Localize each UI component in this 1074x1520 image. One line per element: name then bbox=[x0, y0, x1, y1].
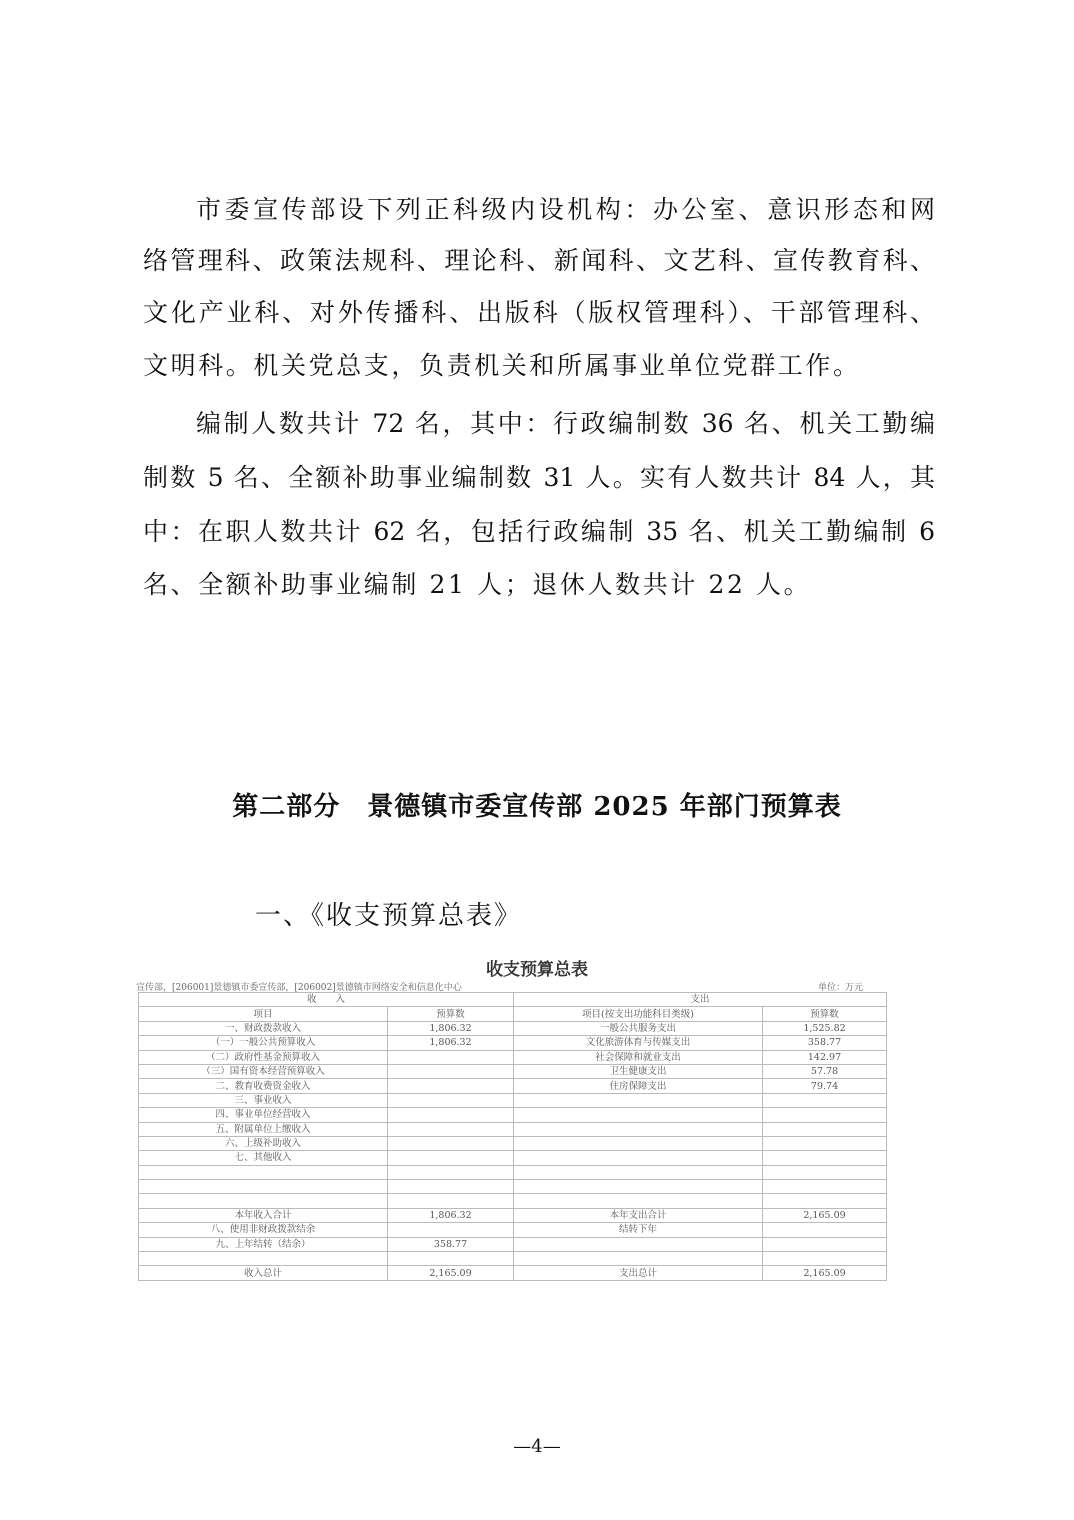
table-row bbox=[139, 1223, 887, 1237]
table-row bbox=[139, 1122, 887, 1136]
table-cell bbox=[763, 1194, 887, 1208]
table-cell: 本年收入合计 bbox=[139, 1208, 388, 1222]
table-row bbox=[139, 1180, 887, 1194]
table-cell bbox=[514, 1180, 763, 1194]
section-title: 第二部分 景德镇市委宣传部 2025 年部门预算表 bbox=[232, 792, 842, 822]
table-cell: 住房保障支出 bbox=[514, 1079, 763, 1093]
column-header: 预算数 bbox=[763, 1007, 887, 1021]
table-unit: 单位：万元 bbox=[818, 983, 864, 993]
table-cell: 358.77 bbox=[388, 1237, 514, 1251]
table-cell bbox=[388, 1252, 514, 1266]
table-cell bbox=[763, 1108, 887, 1122]
table-row bbox=[139, 1064, 887, 1078]
table-cell: 卫生健康支出 bbox=[514, 1064, 763, 1078]
table-row bbox=[139, 1079, 887, 1093]
table-cell: 2,165.09 bbox=[763, 1208, 887, 1222]
table-cell: 1,806.32 bbox=[388, 1021, 514, 1035]
table-cell bbox=[763, 1093, 887, 1107]
table-cell: 九、上年结转（结余） bbox=[139, 1237, 388, 1251]
table-cell: 1,806.32 bbox=[388, 1208, 514, 1222]
table-row bbox=[139, 1194, 887, 1208]
expense-header: 支出 bbox=[514, 993, 887, 1007]
table-row bbox=[139, 1108, 887, 1122]
table-cell: 六、上级补助收入 bbox=[139, 1136, 388, 1150]
table-cell bbox=[388, 1064, 514, 1078]
table-cell bbox=[139, 1180, 388, 1194]
table-cell: 社会保障和就业支出 bbox=[514, 1050, 763, 1064]
table-cell bbox=[139, 1252, 388, 1266]
text-line: 市委宣传部设下列正科级内设机构：办公室、意识形态和网 bbox=[196, 195, 935, 224]
text-line: 络管理科、政策法规科、理论科、新闻科、文艺科、宣传教育科、 bbox=[143, 246, 935, 275]
table-units-line: 宣传部，[206001]景德镇市委宣传部，[206002]景德镇市网络安全和信息化中心 bbox=[136, 983, 462, 993]
table-cell bbox=[514, 1136, 763, 1150]
table-cell bbox=[514, 1151, 763, 1165]
text-line: 文明科。机关党总支，负责机关和所属事业单位党群工作。 bbox=[143, 351, 861, 380]
table-cell: 二、教育收费资金收入 bbox=[139, 1079, 388, 1093]
table-cell bbox=[514, 1122, 763, 1136]
table-row bbox=[139, 1136, 887, 1150]
table-cell bbox=[388, 1151, 514, 1165]
table-cell: （三）国有资本经营预算收入 bbox=[139, 1064, 388, 1078]
table-cell: 2,165.09 bbox=[763, 1266, 887, 1280]
table-cell: 358.77 bbox=[763, 1036, 887, 1050]
table-row bbox=[139, 1165, 887, 1179]
table-cell: 1,525.82 bbox=[763, 1021, 887, 1035]
table-title: 收支预算总表 bbox=[486, 960, 588, 980]
table-cell bbox=[388, 1180, 514, 1194]
table-group-header-row bbox=[139, 993, 887, 1007]
table-cell bbox=[763, 1136, 887, 1150]
table-cell bbox=[763, 1151, 887, 1165]
table-cell: 八、使用非财政拨款结余 bbox=[139, 1223, 388, 1237]
table-cell: 1,806.32 bbox=[388, 1036, 514, 1050]
column-header: 项目(按支出功能科目类级) bbox=[514, 1007, 763, 1021]
table-cell bbox=[388, 1194, 514, 1208]
table-cell bbox=[514, 1108, 763, 1122]
table-cell bbox=[388, 1050, 514, 1064]
table-row bbox=[139, 1266, 887, 1280]
text-line: 名、全额补助事业编制 21 人；退休人数共计 22 人。 bbox=[143, 570, 812, 599]
table-row bbox=[139, 1151, 887, 1165]
table-cell: 一般公共服务支出 bbox=[514, 1021, 763, 1035]
table-cell: 142.97 bbox=[763, 1050, 887, 1064]
table-cell: （一）一般公共预算收入 bbox=[139, 1036, 388, 1050]
page-number: —4— bbox=[513, 1436, 561, 1457]
table-cell bbox=[388, 1079, 514, 1093]
column-header: 预算数 bbox=[388, 1007, 514, 1021]
table-cell: 五、附属单位上缴收入 bbox=[139, 1122, 388, 1136]
table-cell: 收入总计 bbox=[139, 1266, 388, 1280]
income-header: 收 入 bbox=[139, 993, 514, 1007]
table-row bbox=[139, 1050, 887, 1064]
table-cell bbox=[763, 1165, 887, 1179]
table-cell bbox=[514, 1165, 763, 1179]
table-row bbox=[139, 1252, 887, 1266]
text-line: 文化产业科、对外传播科、出版科（版权管理科）、干部管理科、 bbox=[143, 298, 935, 327]
table-cell: 一、财政拨款收入 bbox=[139, 1021, 388, 1035]
table-row bbox=[139, 1093, 887, 1107]
table-cell: 2,165.09 bbox=[388, 1266, 514, 1280]
table-cell bbox=[763, 1122, 887, 1136]
table-cell bbox=[763, 1237, 887, 1251]
text-line: 制数 5 名、全额补助事业编制数 31 人。实有人数共计 84 人，其 bbox=[143, 463, 935, 492]
table-cell bbox=[514, 1237, 763, 1251]
table-cell bbox=[139, 1165, 388, 1179]
budget-summary-table bbox=[138, 992, 887, 1281]
subsection-title: 一、《收支预算总表》 bbox=[255, 901, 523, 931]
table-cell: 本年支出合计 bbox=[514, 1208, 763, 1222]
table-row bbox=[139, 1237, 887, 1251]
table-cell bbox=[514, 1194, 763, 1208]
table-row bbox=[139, 1021, 887, 1035]
table-cell: 七、其他收入 bbox=[139, 1151, 388, 1165]
table-cell: 结转下年 bbox=[514, 1223, 763, 1237]
table-cell bbox=[388, 1122, 514, 1136]
table-cell bbox=[388, 1165, 514, 1179]
table-cell bbox=[388, 1093, 514, 1107]
column-header: 项目 bbox=[139, 1007, 388, 1021]
table-cell bbox=[388, 1223, 514, 1237]
table-cell: 支出总计 bbox=[514, 1266, 763, 1280]
table-cell bbox=[763, 1223, 887, 1237]
table-cell bbox=[763, 1252, 887, 1266]
table-row bbox=[139, 1208, 887, 1222]
table-cell bbox=[514, 1093, 763, 1107]
text-line: 编制人数共计 72 名，其中：行政编制数 36 名、机关工勤编 bbox=[196, 409, 935, 438]
text-line: 中：在职人数共计 62 名，包括行政编制 35 名、机关工勤编制 6 bbox=[143, 517, 935, 546]
table-cell bbox=[388, 1108, 514, 1122]
table-cell: 文化旅游体育与传媒支出 bbox=[514, 1036, 763, 1050]
table-cell: 79.74 bbox=[763, 1079, 887, 1093]
table-row bbox=[139, 1036, 887, 1050]
table-cell: 四、事业单位经营收入 bbox=[139, 1108, 388, 1122]
table-cell bbox=[514, 1252, 763, 1266]
table-cell: （二）政府性基金预算收入 bbox=[139, 1050, 388, 1064]
table-cell bbox=[763, 1180, 887, 1194]
table-cell bbox=[139, 1194, 388, 1208]
table-cell: 57.78 bbox=[763, 1064, 887, 1078]
table-cell: 三、事业收入 bbox=[139, 1093, 388, 1107]
table-column-header-row bbox=[139, 1007, 887, 1021]
table-cell bbox=[388, 1136, 514, 1150]
